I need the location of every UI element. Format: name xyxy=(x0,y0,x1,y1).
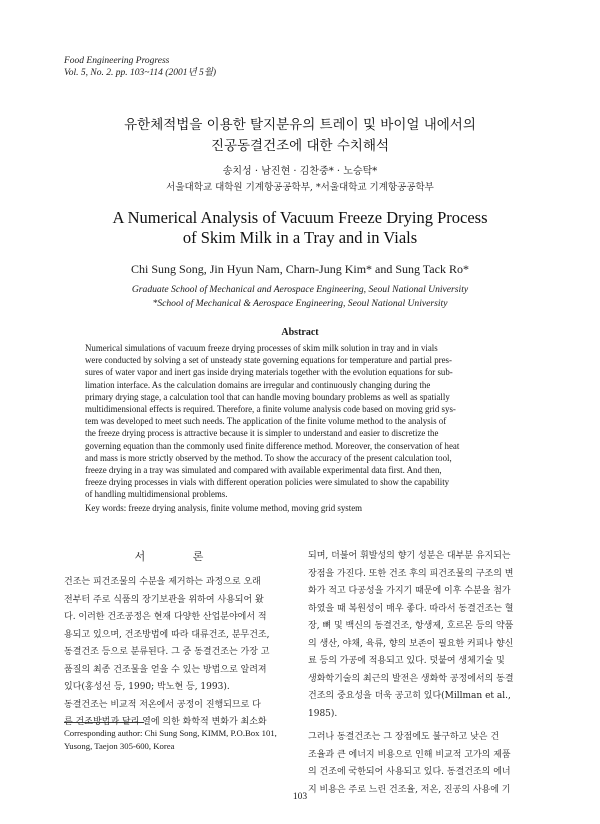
body-line: 건조의 중요성을 더욱 공고히 있다(Millman et al., xyxy=(308,691,511,701)
abstract-line: Numerical simulations of vacuum freeze drying processes of skim milk solution in tray and in vials xyxy=(85,343,438,353)
body-line: 건조는 피건조물의 수분을 제거하는 과정으로 오래 xyxy=(64,577,261,587)
english-title xyxy=(40,208,560,248)
body-line: 다. 이러한 건조공정은 현재 다양한 산업분야에서 적 xyxy=(64,612,267,622)
korean-title xyxy=(40,115,560,157)
body-line: 의 건조에 국한되어 사용되고 있다. 동결건조의 에너 xyxy=(308,767,511,777)
page-number: 103 xyxy=(292,792,308,802)
intro-left-column xyxy=(64,548,296,732)
body-line: 조율과 큰 에너지 비용으로 인해 비교적 고가의 제품 xyxy=(308,749,511,760)
body-line: 의 생산, 야채, 육류, 향의 보존이 필요한 커피나 향신 xyxy=(308,638,514,649)
korean-title-line-1: 유한체적법을 이용한 탈지분유의 트레이 및 바이얼 내에서의 xyxy=(124,117,476,133)
abstract-line: governing equation than the commonly used finite difference method. Moreover, the conservation of heat xyxy=(85,440,460,451)
english-title-line-1: A Numerical Analysis of Vacuum Freeze Drying Process xyxy=(112,208,488,227)
body-line: 그러나 동결건조는 그 장점에도 불구하고 낮은 건 xyxy=(308,732,500,742)
body-line: 생화학기술의 최근의 발전은 생화학 공정에서의 동결 xyxy=(308,673,514,684)
body-line: 장, 뼈 및 백신의 동결건조, 항생제, 호르몬 등의 약품 xyxy=(308,621,514,631)
abstract-line: primary drying stage, a calculation tool that can handle moving boundary problems as well as spatially xyxy=(85,391,450,402)
korean-authors: 송치성 · 남진현 · 김찬중* · 노승탁* xyxy=(222,166,378,177)
footnote-line-2: Yusong, Taejon 305-600, Korea xyxy=(64,740,175,751)
abstract-body xyxy=(85,342,515,500)
abstract-line: tem was developed to meet such needs. The application of the finite volume method to the analysis of xyxy=(85,416,447,427)
journal-header xyxy=(64,55,216,79)
korean-affiliation: 서울대학교 대학원 기계항공공학부, *서울대학교 기계항공공학부 xyxy=(166,182,434,193)
body-line: 장점을 가진다. 또한 건조 후의 피건조물의 구조의 변 xyxy=(308,568,514,579)
abstract-line: and mass is more strictly observed by the method. To show the accuracy of the present calculation tool, xyxy=(85,452,452,463)
english-affiliation xyxy=(40,283,560,310)
abstract-line: the freeze drying process is attractive because it is simpler to understand and easier to discretize the xyxy=(85,428,439,439)
journal-name: Food Engineering Progress xyxy=(64,56,170,66)
body-line: 용되고 있으며, 건조방법에 따라 대류건조, 분무건조, xyxy=(64,629,270,640)
body-line: 1985). xyxy=(308,708,338,719)
body-line: 지 비용은 주로 느린 건조율, 저온, 진공의 사용에 기 xyxy=(308,784,511,795)
english-title-line-2: of Skim Milk in a Tray and in Vials xyxy=(182,228,418,247)
intro-right-column xyxy=(308,548,540,799)
abstract-line: of handling multidimensional problems. xyxy=(85,489,228,500)
abstract-line: freeze drying processes in vials with different operation policies were simulated to show the capability xyxy=(85,477,450,488)
body-line: 하였을 때 복원성이 매우 좋다. 따라서 동결건조는 혈 xyxy=(308,603,514,614)
english-affiliation-line-1: Graduate School of Mechanical and Aerospace Engineering, Seoul National University xyxy=(131,284,469,295)
journal-issue: Vol. 5, No. 2. pp. 103~114 (2001년 5월) xyxy=(64,68,217,78)
body-line: 전부터 주로 식품의 장기보관을 위하여 사용되어 왔 xyxy=(64,594,264,605)
abstract-line: limation interface. As the calculation domains are irregular and continuously changing during the xyxy=(85,379,431,390)
abstract-line: multidimensional effects is required. Therefore, a finite volume analysis code based on moving grid sys- xyxy=(85,403,456,414)
abstract-heading: Abstract xyxy=(281,327,319,338)
english-authors: Chi Sung Song, Jin Hyun Nam, Charn-Jung Kim* and Sung Tack Ro* xyxy=(131,262,469,276)
abstract-line: were conducted by solving a set of unsteady state governing equations for temperature and partial pres- xyxy=(85,355,452,366)
keywords: Key words: freeze drying analysis, finite volume method, moving grid system xyxy=(85,503,363,513)
body-line: 료 등의 가공에 적용되고 있다. 덧붙여 생체기술 및 xyxy=(308,656,505,666)
body-line: 화가 적고 다공성을 가지기 때문에 이후 수분을 첨가 xyxy=(308,586,511,596)
abstract-line: freeze drying in a tray was simulated and compared with available experimental data first. And then, xyxy=(85,464,442,475)
abstract-line: sures of water vapor and inert gas inside drying materials together with the evolution equations for sub- xyxy=(85,367,453,378)
english-affiliation-line-2: *School of Mechanical & Aerospace Engineering, Seoul National University xyxy=(152,297,448,309)
korean-title-line-2: 진공동결건조에 대한 수치해석 xyxy=(210,138,390,154)
body-line: 품질의 최종 건조물을 얻을 수 있는 방법으로 알려져 xyxy=(64,664,267,675)
body-line: 되며, 더불어 휘발성의 향기 성분은 대부분 유지되는 xyxy=(308,551,511,561)
section-heading-introduction: 서 론 xyxy=(134,550,226,563)
body-line: 동결건조는 비교적 저온에서 공정이 진행되므로 다 xyxy=(64,699,261,710)
footnote-rule xyxy=(64,722,144,723)
footnote-line-1: Corresponding author: Chi Sung Song, KIMM, P.O.Box 101, xyxy=(64,728,277,738)
body-line: 동결건조 등으로 분류된다. 그 중 동결건조는 가장 고 xyxy=(64,647,270,657)
body-line: 른 건조방법과 달리 열에 의한 화학적 변화가 최소화 xyxy=(64,717,267,727)
body-line: 있다(홍성선 등, 1990; 박노현 등, 1993). xyxy=(64,682,230,692)
footnote xyxy=(64,727,296,752)
